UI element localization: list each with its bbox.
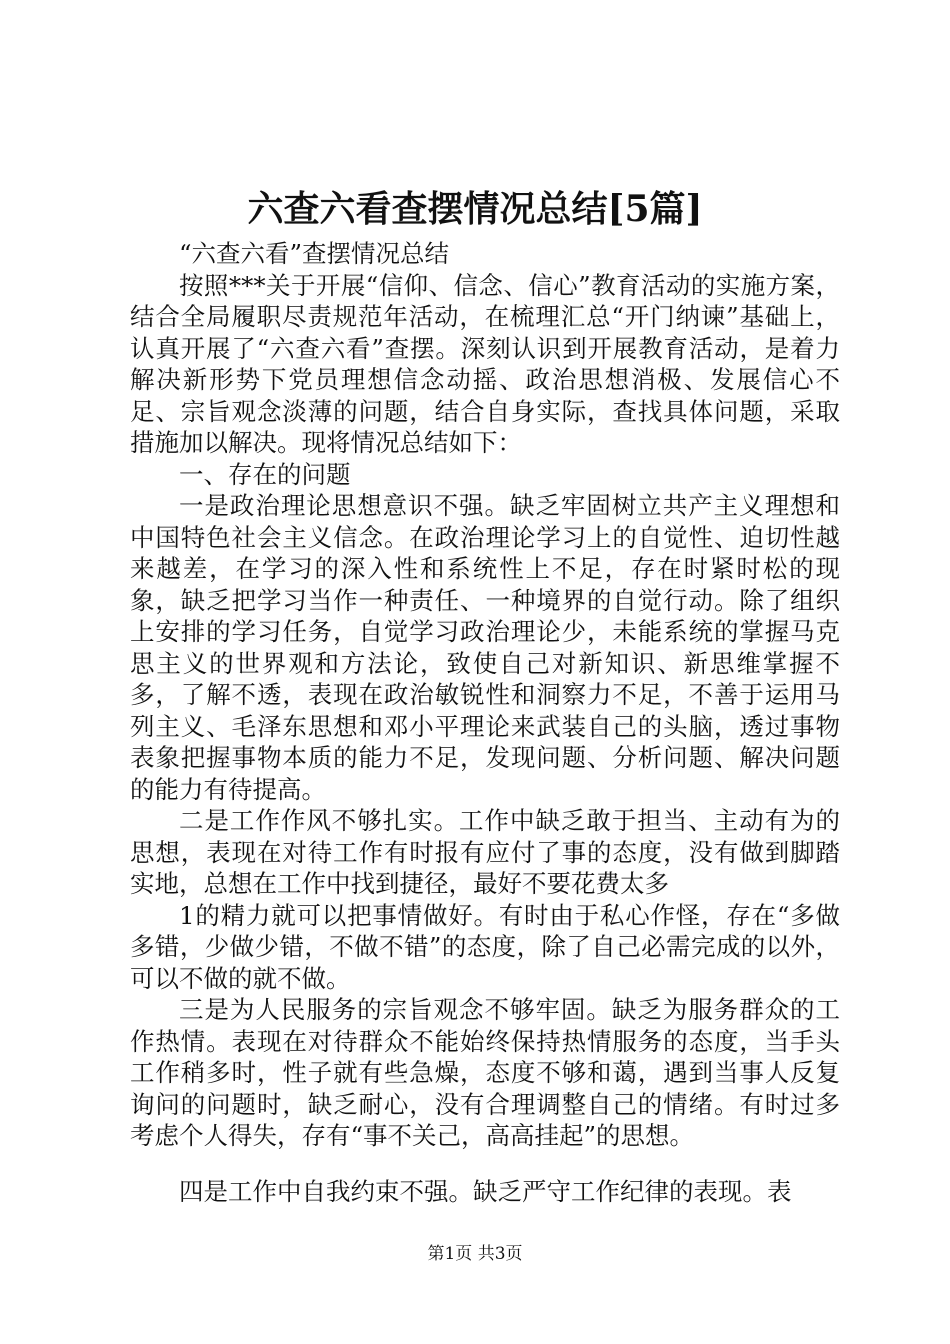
paragraph-intro: 按照***关于开展“信仰、信念、信心”教育活动的实施方案，结合全局履职尽责规范年活动，在梳理汇总“开门纳谏”基础上，认真开展了“六查六看”查摆。深刻认识到开展教育活动，是着力解决新形势下党员理想信念动摇、政治思想消极、发展信心不足、宗旨观念淡薄的问题，结合自身实际，查找具体问题，采取措施加以解决。现将情况总结如下： [130,270,840,457]
paragraph-problem-1: 一是政治理论思想意识不强。缺乏牢固树立共产主义理想和中国特色社会主义信念。在政治理论学习上的自觉性、迫切性越来越差，在学习的深入性和系统性上不足，存在时紧时松的现象，缺乏把学习当作一种责任、一种境界的自觉行动。除了组织上安排的学习任务，自觉学习政治理论少，未能系统的掌握马克思主义的世界观和方法论，致使自己对新知识、新思维掌握不多，了解不透，表现在政治敏锐性和洞察力不足，不善于运用马列主义、毛泽东思想和邓小平理论来武装自己的头脑，透过事物表象把握事物本质的能力不足，发现问题、分析问题、解决问题的能力有待提高。 [130,491,840,804]
page-footer: 第1页 共3页 [427,1244,523,1264]
section-heading-problems: 一、存在的问题 [179,459,351,489]
paragraph-problem-2-continued: 1的精力就可以把事情做好。有时由于私心作怪，存在“多做多错，少做少错，不做不错”的态度，除了自己必需完成的以外，可以不做的就不做。 [130,900,840,993]
paragraph-problem-3: 三是为人民服务的宗旨观念不够牢固。缺乏为服务群众的工作热情。表现在对待群众不能始终保持热情服务的态度，当手头工作稍多时，性子就有些急燥，态度不够和蔼，遇到当事人反复询问的问题时，缺乏耐心，没有合理调整自己的情绪。有时过多考虑个人得失，存有“事不关己，高高挂起”的思想。 [130,995,840,1150]
paragraph-problem-4: 四是工作中自我约束不强。缺乏严守工作纪律的表现。表 [179,1176,792,1206]
document-title: 六查六看查摆情况总结[5篇] [247,188,703,230]
paragraph-problem-2: 二是工作作风不够扎实。工作中缺乏敢于担当、主动有为的思想，表现在对待工作有时报有应付了事的态度，没有做到脚踏实地，总想在工作中找到捷径，最好不要花费太多 [130,806,840,898]
document-body [130,238,840,1207]
section-heading: “六查六看”查摆情况总结 [179,239,450,268]
